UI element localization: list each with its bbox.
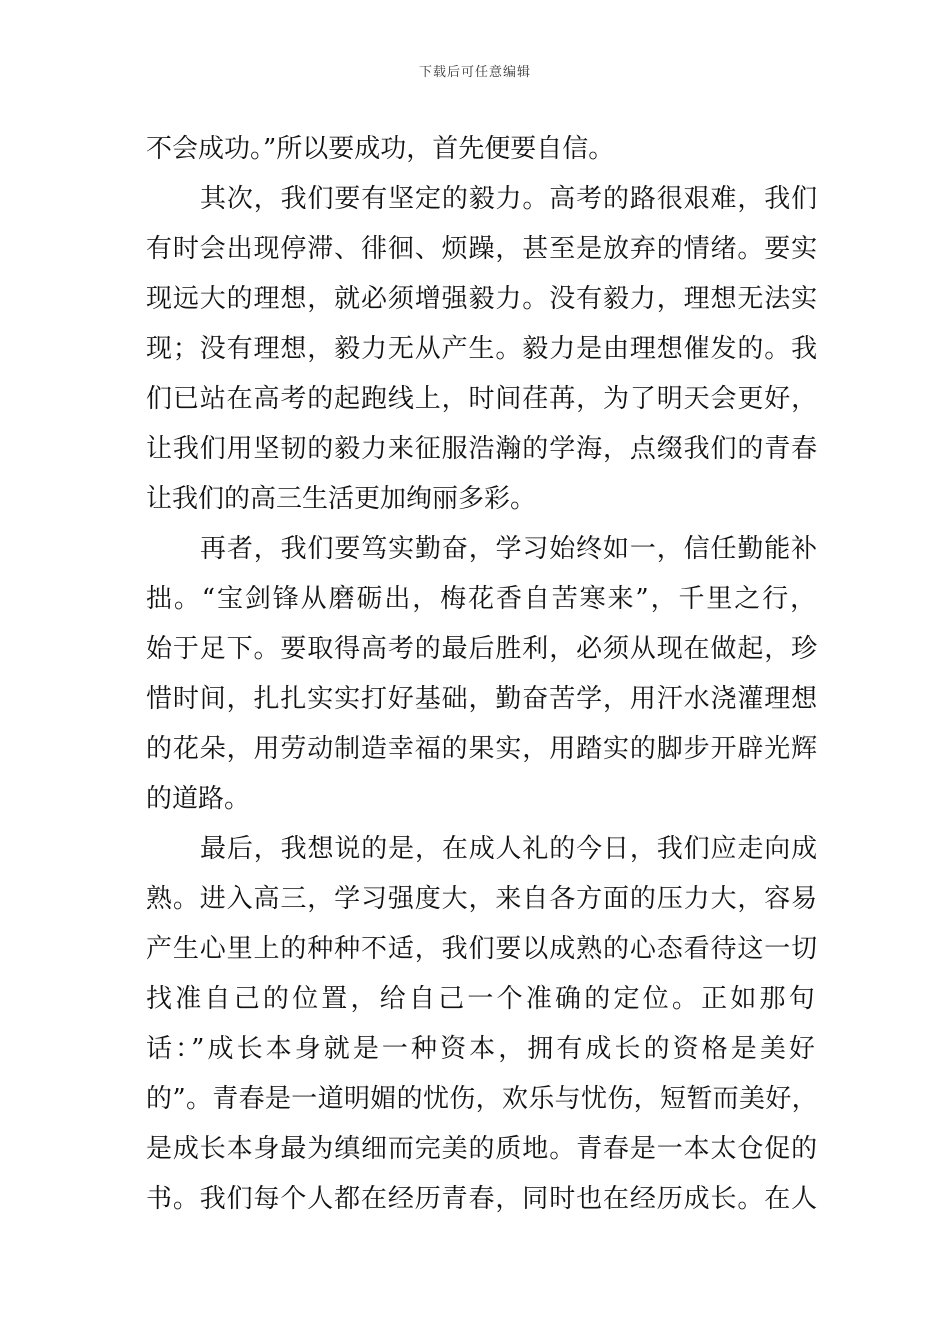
text-line: 其次，我们要有坚定的毅力。高考的路很艰难，我们 xyxy=(200,184,818,214)
text-line: 现远大的理想，就必须增强毅力。没有毅力，理想无法实 xyxy=(146,284,818,314)
text-line: 现；没有理想，毅力无从产生。毅力是由理想催发的。我 xyxy=(146,334,818,364)
text-line: 再者，我们要笃实勤奋，学习始终如一，信任勤能补 xyxy=(200,534,818,564)
text-line: 的道路。 xyxy=(146,784,251,814)
text-line: 惜时间，扎扎实实打好基础，勤奋苦学，用汗水浇灌理想 xyxy=(146,684,818,714)
text-line: 不会成功。”所以要成功，首先便要自信。 xyxy=(146,134,615,164)
text-line: 话：”成长本身就是一种资本，拥有成长的资格是美好 xyxy=(146,1034,818,1064)
text-line: 熟。进入高三，学习强度大，来自各方面的压力大，容易 xyxy=(146,884,818,914)
text-line: 的”。青春是一道明媚的忧伤，欢乐与忧伤，短暂而美好， xyxy=(146,1084,818,1114)
text-line: 让我们用坚韧的毅力来征服浩瀚的学海，点缀我们的青春 xyxy=(146,434,818,464)
text-line: 书。我们每个人都在经历青春，同时也在经历成长。在人 xyxy=(146,1184,818,1214)
text-line: 是成长本身最为缜细而完美的质地。青春是一本太仓促的 xyxy=(146,1134,818,1164)
document-body xyxy=(146,124,818,1224)
text-line: 产生心里上的种种不适，我们要以成熟的心态看待这一切 xyxy=(146,934,818,964)
text-line: 有时会出现停滞、徘徊、烦躁，甚至是放弃的情绪。要实 xyxy=(146,234,818,264)
page-header: 下载后可任意编辑 xyxy=(418,65,531,80)
text-line: 拙。“宝剑锋从磨砺出，梅花香自苦寒来”，千里之行， xyxy=(146,584,818,614)
text-line: 始于足下。要取得高考的最后胜利，必须从现在做起，珍 xyxy=(146,634,818,664)
text-line: 最后，我想说的是，在成人礼的今日，我们应走向成 xyxy=(200,834,818,864)
text-line: 让我们的高三生活更加绚丽多彩。 xyxy=(146,484,537,514)
text-line: 找准自己的位置，给自己一个准确的定位。正如那句 xyxy=(146,984,818,1014)
text-line: 们已站在高考的起跑线上，时间荏苒，为了明天会更好， xyxy=(146,384,818,414)
text-line: 的花朵，用劳动制造幸福的果实，用踏实的脚步开辟光辉 xyxy=(146,734,818,764)
